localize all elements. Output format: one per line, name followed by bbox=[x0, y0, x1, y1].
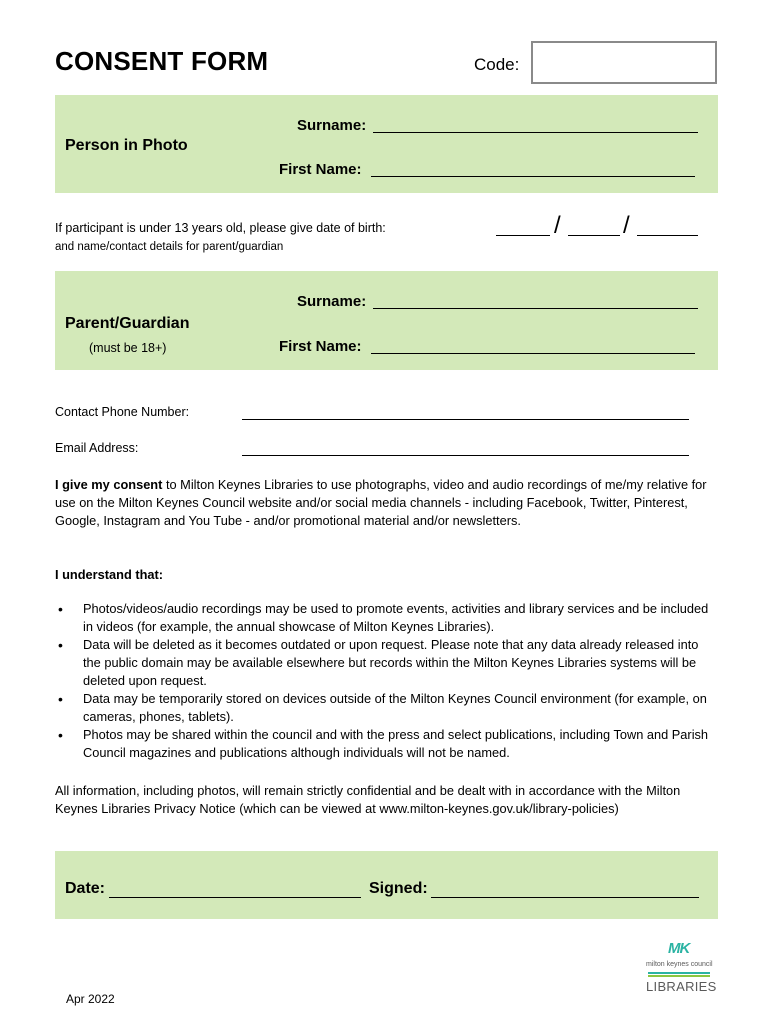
list-item: • Data may be temporarily stored on devices outside of the Milton Keynes Council environment (for example, on cameras, phones, tablets). bbox=[55, 690, 715, 726]
list-item: • Photos/videos/audio recordings may be used to promote events, activities and library services and be included in videos (for example, the annual showcase of Milton Keynes Libraries). bbox=[55, 600, 715, 636]
dob-separator-1: / bbox=[554, 212, 561, 239]
signoff-panel bbox=[55, 851, 718, 919]
parent-guardian-panel bbox=[55, 271, 718, 370]
privacy-paragraph: All information, including photos, will remain strictly confidential and be dealt with in accordance with the Milton Keynes Libraries Privacy Notice (which can be viewed at www.milton-keynes.gov.uk/library-policies) bbox=[55, 783, 681, 816]
mk-monogram: MK bbox=[668, 940, 690, 957]
under13-note-line2: and name/contact details for parent/guardian bbox=[55, 241, 284, 253]
list-item: • Data will be deleted as it becomes outdated or upon request. Please note that any data already released into the public domain may be available elsewhere but records within the Milton Keynes Libraries systems will be deleted upon request. bbox=[55, 636, 715, 690]
date-field[interactable] bbox=[109, 897, 361, 898]
guardian-surname-label: Surname: bbox=[297, 293, 367, 310]
code-input-box[interactable] bbox=[531, 41, 717, 84]
date-label: Date: bbox=[65, 880, 106, 897]
person-heading: Person in Photo bbox=[65, 137, 188, 154]
email-field[interactable] bbox=[242, 455, 689, 456]
consent-paragraph bbox=[55, 476, 717, 530]
footer-date: Apr 2022 bbox=[66, 992, 115, 1006]
dob-day-field[interactable] bbox=[496, 235, 550, 236]
list-item: • Photos may be shared within the council and with the press and select publications, including Town and Parish Council magazines and publications although individuals will not be named. bbox=[55, 726, 715, 762]
email-label: Email Address: bbox=[55, 441, 139, 455]
signed-label: Signed: bbox=[369, 880, 428, 897]
dob-separator-2: / bbox=[623, 212, 630, 239]
page-title: CONSENT FORM bbox=[55, 46, 269, 76]
dob-month-field[interactable] bbox=[568, 235, 620, 236]
milton-keynes-libraries-logo bbox=[646, 940, 717, 998]
phone-label: Contact Phone Number: bbox=[55, 405, 190, 419]
guardian-surname-field[interactable] bbox=[373, 308, 698, 309]
dob-year-field[interactable] bbox=[637, 235, 698, 236]
person-first-name-field[interactable] bbox=[371, 176, 695, 177]
signed-field[interactable] bbox=[431, 897, 699, 898]
person-surname-field[interactable] bbox=[373, 132, 698, 133]
person-first-name-label: First Name: bbox=[279, 161, 362, 178]
logo-stripe-teal bbox=[648, 972, 710, 974]
consent-bold: I give my consent bbox=[55, 477, 163, 492]
phone-field[interactable] bbox=[242, 419, 689, 420]
logo-stripe-green bbox=[648, 975, 710, 977]
understand-heading: I understand that: bbox=[55, 567, 164, 582]
logo-libraries-text: LIBRARIES bbox=[646, 979, 717, 994]
person-in-photo-panel bbox=[55, 95, 718, 193]
under13-note-line1: If participant is under 13 years old, please give date of birth: bbox=[55, 221, 386, 235]
logo-council-text: milton keynes council bbox=[646, 961, 713, 968]
guardian-first-name-label: First Name: bbox=[279, 338, 362, 355]
guardian-first-name-field[interactable] bbox=[371, 353, 695, 354]
code-label: Code: bbox=[474, 55, 520, 74]
understand-list bbox=[55, 600, 715, 762]
consent-text: to Milton Keynes Libraries to use photographs, video and audio recordings of me/my relative for use on the Milton Keynes Council website and/or social media channels - including Facebook, Twitter, Pinterest, Google, Instagram and You Tube - and/or promotional material and/or newsletters. bbox=[55, 477, 707, 528]
guardian-subheading: (must be 18+) bbox=[89, 341, 167, 355]
guardian-heading: Parent/Guardian bbox=[65, 315, 190, 332]
person-surname-label: Surname: bbox=[297, 117, 367, 134]
